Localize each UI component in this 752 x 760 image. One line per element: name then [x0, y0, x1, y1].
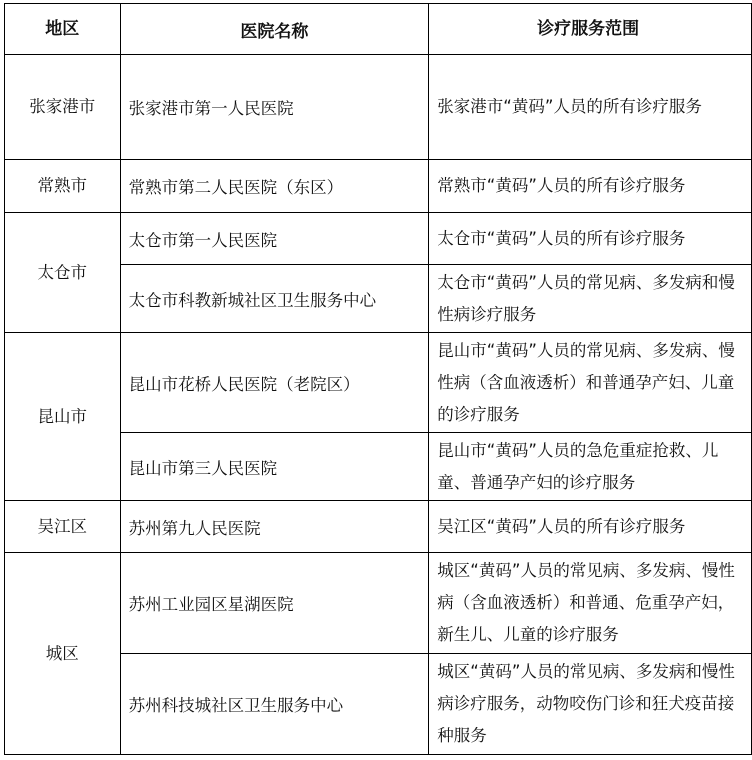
- table-header-row: [5, 4, 752, 55]
- service-scope-cell: 城区“黄码”人员的常见病、多发病、慢性病（含血液透析）和普通、危重孕产妇，新生儿、儿童的诊疗服务: [429, 553, 752, 654]
- table-row: [5, 501, 752, 553]
- hospital-name-cell: 张家港市第一人民医院: [120, 55, 429, 160]
- hospital-table: [4, 3, 752, 755]
- service-scope-cell: 太仓市“黄码”人员的所有诊疗服务: [429, 213, 752, 265]
- hospital-name-cell: 苏州科技城社区卫生服务中心: [120, 654, 429, 755]
- table-row: [5, 213, 752, 265]
- service-scope-cell: 昆山市“黄码”人员的急危重症抢救、儿童、普通孕产妇的诊疗服务: [429, 433, 752, 501]
- hospital-name-cell: 太仓市第一人民医院: [120, 213, 429, 265]
- table-row: [5, 160, 752, 213]
- region-cell: 昆山市: [5, 333, 121, 501]
- table-row: [5, 55, 752, 160]
- hospital-name-cell: 太仓市科教新城社区卫生服务中心: [120, 265, 429, 333]
- region-cell: 吴江区: [5, 501, 121, 553]
- header-region: 地区: [5, 4, 121, 55]
- hospital-name-cell: 苏州工业园区星湖医院: [120, 553, 429, 654]
- region-cell: 常熟市: [5, 160, 121, 213]
- region-cell: 太仓市: [5, 213, 121, 333]
- service-scope-cell: 吴江区“黄码”人员的所有诊疗服务: [429, 501, 752, 553]
- hospital-name-cell: 昆山市第三人民医院: [120, 433, 429, 501]
- service-scope-cell: 张家港市“黄码”人员的所有诊疗服务: [429, 55, 752, 160]
- table-row: [5, 553, 752, 654]
- service-scope-cell: 常熟市“黄码”人员的所有诊疗服务: [429, 160, 752, 213]
- table-row: [5, 333, 752, 433]
- region-cell: 张家港市: [5, 55, 121, 160]
- hospital-name-cell: 苏州第九人民医院: [120, 501, 429, 553]
- header-service-scope: 诊疗服务范围: [429, 4, 752, 55]
- service-scope-cell: 昆山市“黄码”人员的常见病、多发病、慢性病（含血液透析）和普通孕产妇、儿童的诊疗服务: [429, 333, 752, 433]
- hospital-name-cell: 昆山市花桥人民医院（老院区）: [120, 333, 429, 433]
- service-scope-cell: 城区“黄码”人员的常见病、多发病和慢性病诊疗服务，动物咬伤门诊和狂犬疫苗接种服务: [429, 654, 752, 755]
- region-cell: 城区: [5, 553, 121, 755]
- service-scope-cell: 太仓市“黄码”人员的常见病、多发病和慢性病诊疗服务: [429, 265, 752, 333]
- hospital-name-cell: 常熟市第二人民医院（东区）: [120, 160, 429, 213]
- header-hospital-name: 医院名称: [120, 4, 429, 55]
